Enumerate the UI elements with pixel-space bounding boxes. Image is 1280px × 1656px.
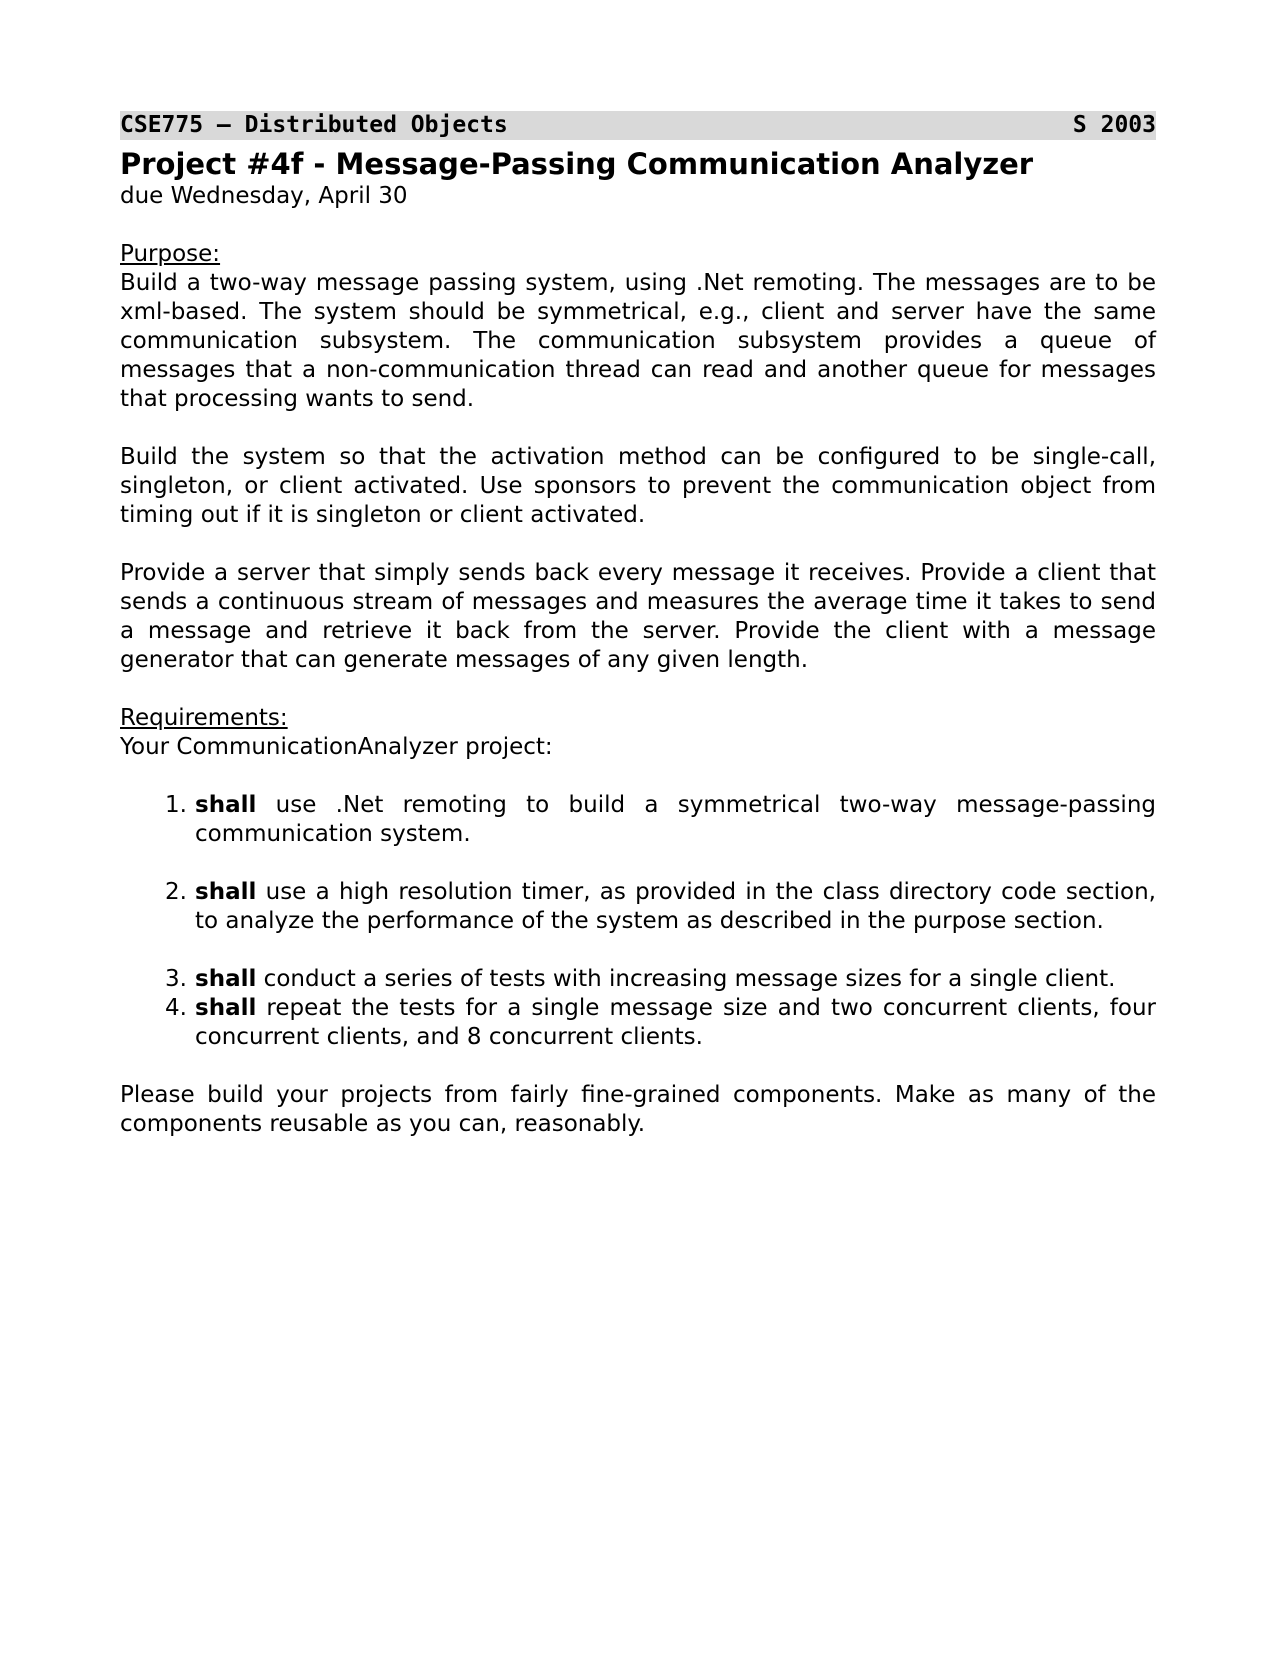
document-page xyxy=(120,111,1156,1139)
requirements-list xyxy=(120,791,1156,1052)
requirement-keyword: shall xyxy=(195,995,257,1021)
spacer xyxy=(120,936,1156,965)
purpose-paragraph-2: Build the system so that the activation method can be configured to be single-call, singleton, or client activated. Use sponsors to prevent the communication object from timing out if it is singleton or client activated. xyxy=(120,444,1156,528)
requirements-intro: Your CommunicationAnalyzer project: xyxy=(120,734,553,760)
list-item xyxy=(120,994,1156,1052)
course-header-bar xyxy=(120,111,1156,140)
requirements-heading: Requirements: xyxy=(120,705,288,731)
requirement-text: repeat the tests for a single message size and two concurrent clients, four concurrent clients, and 8 concurrent clients. xyxy=(195,995,1156,1050)
course-name: CSE775 – Distributed Objects xyxy=(120,112,508,138)
spacer xyxy=(120,849,1156,878)
requirement-keyword: shall xyxy=(195,879,257,905)
requirement-number: 2. xyxy=(165,879,187,905)
spacer xyxy=(120,530,1156,559)
purpose-paragraph-1: Build a two-way message passing system, using .Net remoting. The messages are to be xml-based. The system should be symmetrical, e.g., client and server have the same communication subsystem. The communication subsystem provides a queue of messages that a non-communication thread can read and another queue for messages that processing wants to send. xyxy=(120,270,1156,412)
closing-paragraph: Please build your projects from fairly fine-grained components. Make as many of the components reusable as you can, reasonably. xyxy=(120,1082,1156,1137)
requirement-text: use .Net remoting to build a symmetrical two-way message-passing communication system. xyxy=(195,792,1156,847)
due-date: due Wednesday, April 30 xyxy=(120,183,408,209)
requirement-number: 1. xyxy=(165,792,187,818)
requirement-text: use a high resolution timer, as provided in the class directory code section, to analyze the performance of the system as described in the purpose section. xyxy=(195,879,1156,934)
purpose-heading: Purpose: xyxy=(120,241,221,267)
list-item xyxy=(120,878,1156,936)
project-title: Project #4f - Message-Passing Communication Analyzer xyxy=(120,147,1034,181)
spacer xyxy=(120,414,1156,443)
purpose-paragraph-3: Provide a server that simply sends back every message it receives. Provide a client that sends a continuous stream of messages and measures the average time it takes to send a message and retrieve it back from the server. Provide the client with a message generator that can generate messages of any given length. xyxy=(120,560,1156,673)
spacer xyxy=(120,211,1156,240)
requirement-keyword: shall xyxy=(195,966,257,992)
spacer xyxy=(120,675,1156,704)
list-item xyxy=(120,791,1156,849)
list-item xyxy=(120,965,1156,994)
requirement-number: 3. xyxy=(165,966,187,992)
requirement-text: conduct a series of tests with increasing message sizes for a single client. xyxy=(256,966,1116,992)
course-term: S 2003 xyxy=(1072,112,1156,138)
spacer xyxy=(120,1052,1156,1081)
spacer xyxy=(120,762,1156,791)
requirement-number: 4. xyxy=(165,995,187,1021)
requirement-keyword: shall xyxy=(195,792,257,818)
